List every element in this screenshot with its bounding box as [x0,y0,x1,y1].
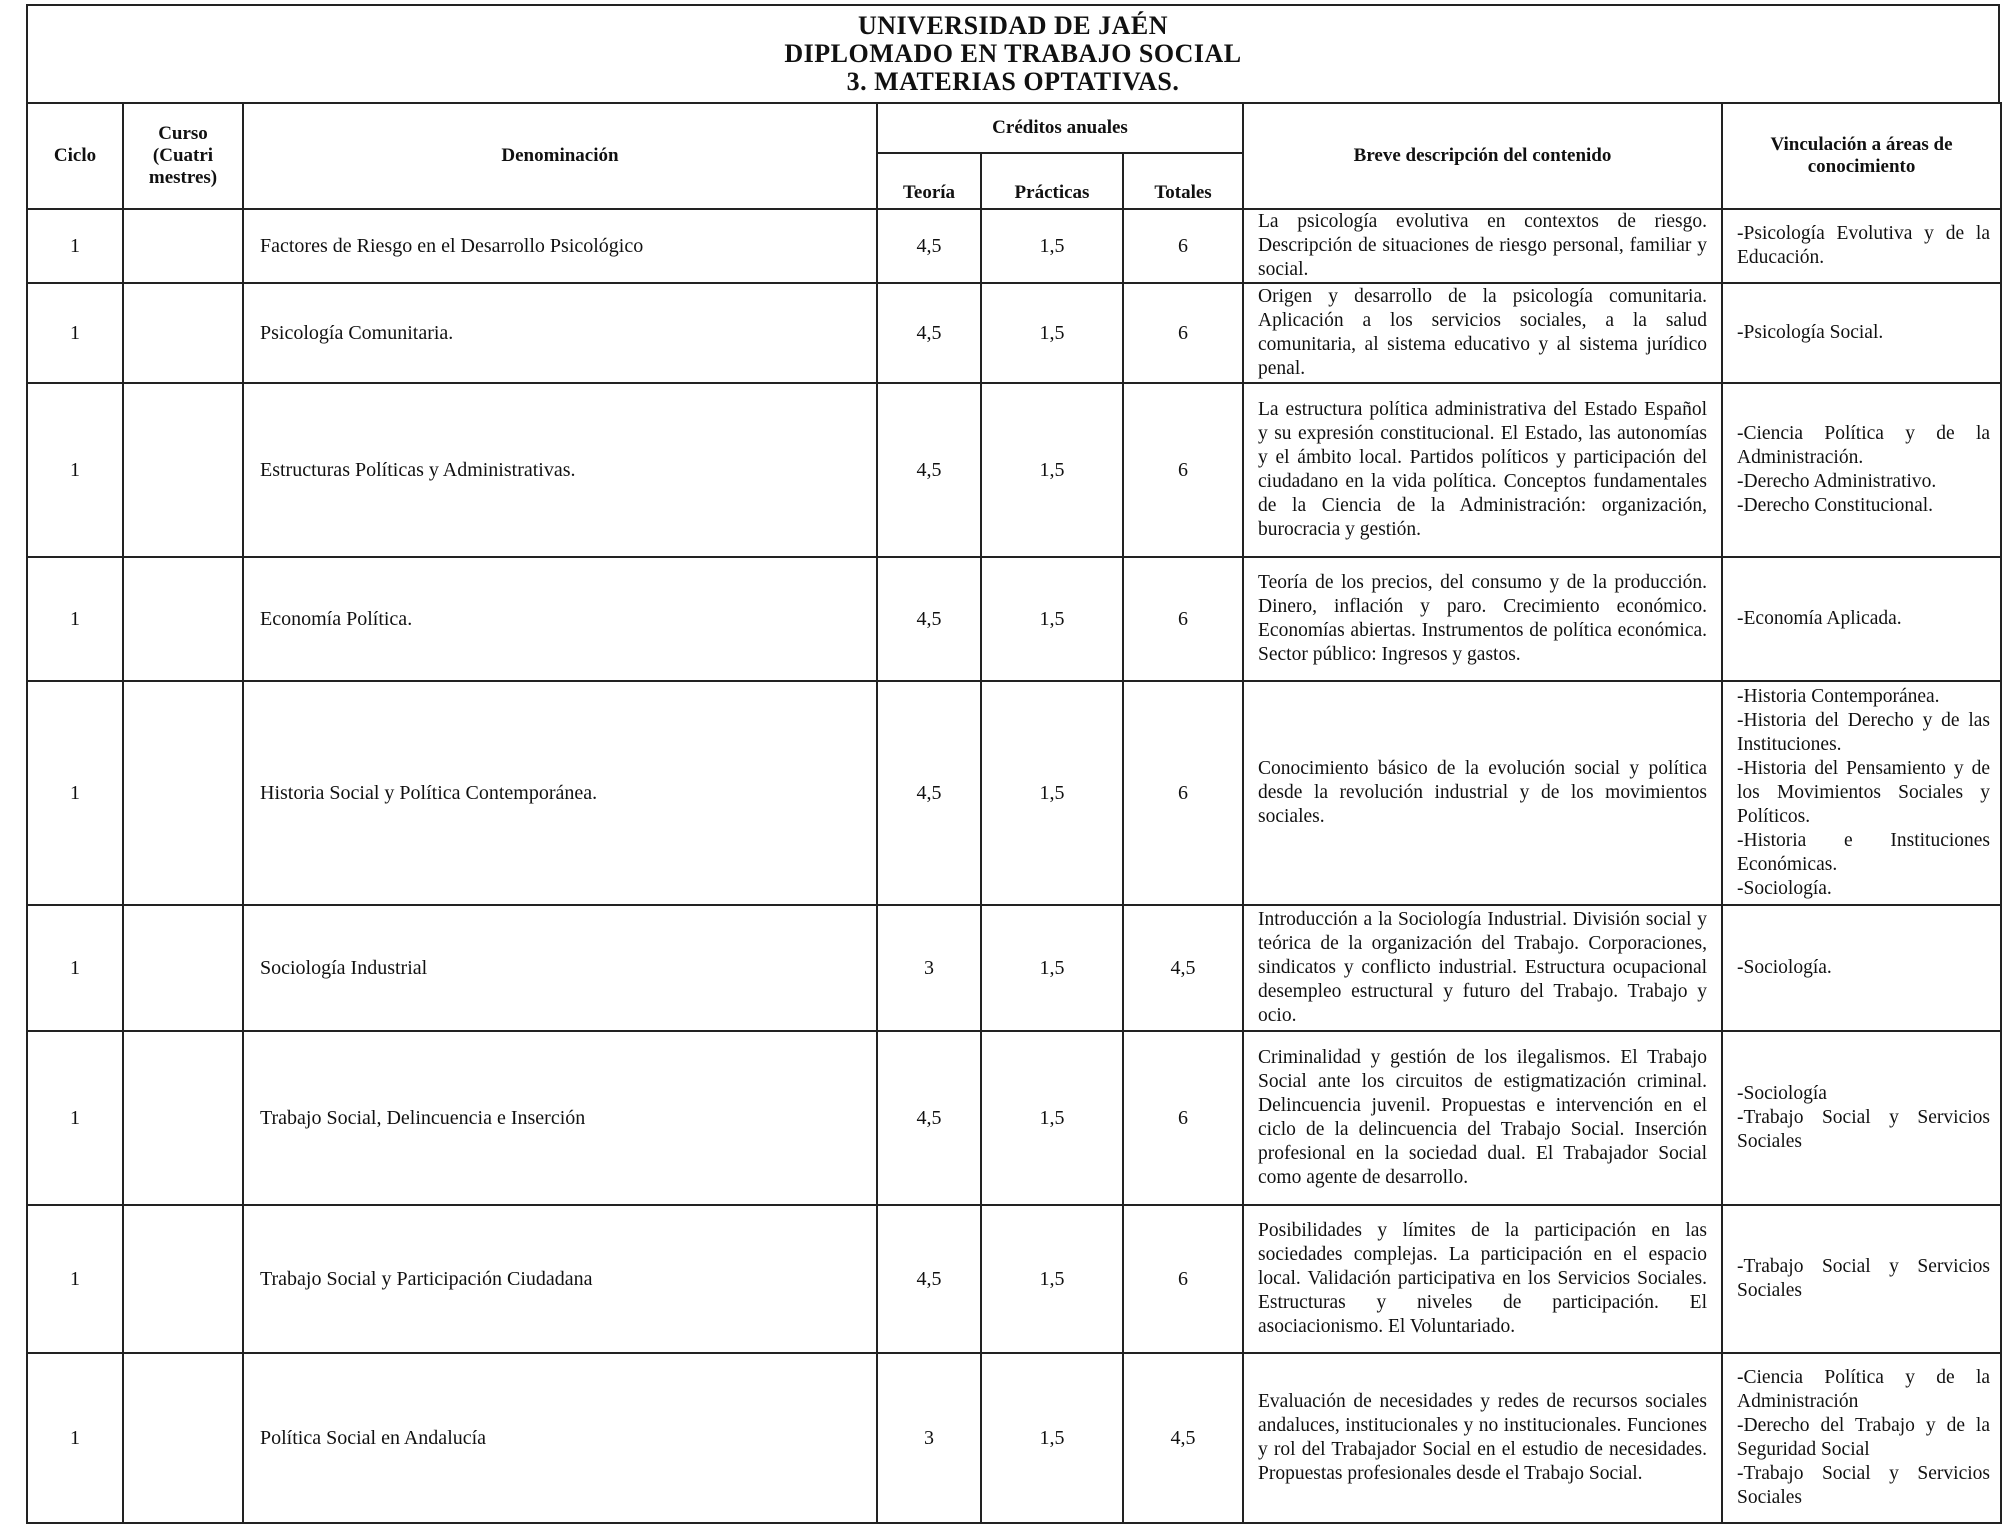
cell-curso [123,557,243,681]
area-item: -Sociología [1737,1083,1827,1104]
cell-totales: 4,5 [1123,905,1243,1031]
cell-denominacion: Política Social en Andalucía [243,1353,877,1523]
table-row [27,681,2001,905]
area-item: -Historia del Derecho y de las Instituciones. [1737,710,1991,755]
cell-descripcion: Origen y desarrollo de la psicología comunitaria. Aplicación a los servicios sociales, a la salud comunitaria, al sistema educativo y al sistema jurídico penal. [1243,283,1722,383]
cell-curso [123,283,243,383]
cell-practicas: 1,5 [981,905,1123,1031]
col-header-totales: Totales [1123,153,1243,209]
cell-curso [123,383,243,557]
col-header-ciclo: Ciclo [27,103,123,209]
cell-descripcion: Criminalidad y gestión de los ilegalismos. El Trabajo Social ante los circuitos de estigmatización criminal. Delincuencia juvenil. Propuestas e intervención en el ciclo de la delincuencia del Trabajo Social. Inserción profesional en la sociedad dual. El Trabajador Social como agente de desarrollo. [1243,1031,1722,1205]
area-item: -Ciencia Política y de la Administración [1737,1367,1991,1412]
table-row [27,1353,2001,1523]
col-header-practicas: Prácticas [981,153,1123,209]
cell-denominacion: Sociología Industrial [243,905,877,1031]
cell-ciclo: 1 [27,905,123,1031]
cell-teoria: 3 [877,1353,981,1523]
cell-ciclo: 1 [27,283,123,383]
optional-subjects-table [26,102,2002,1524]
table-row [27,1031,2001,1205]
cell-areas [1722,905,2001,1031]
cell-totales: 6 [1123,681,1243,905]
table-row [27,209,2001,283]
area-item: -Ciencia Política y de la Administración. [1737,423,1991,468]
cell-ciclo: 1 [27,681,123,905]
cell-totales: 6 [1123,557,1243,681]
cell-totales: 6 [1123,383,1243,557]
cell-totales: 6 [1123,283,1243,383]
col-header-teoria: Teoría [877,153,981,209]
cell-curso [123,209,243,283]
cell-totales: 6 [1123,1031,1243,1205]
area-item: -Historia Contemporánea. [1737,686,1940,707]
cell-totales: 6 [1123,1205,1243,1353]
cell-descripcion: Conocimiento básico de la evolución social y política desde la revolución industrial y de los movimientos sociales. [1243,681,1722,905]
cell-denominacion: Trabajo Social y Participación Ciudadana [243,1205,877,1353]
area-item: -Sociología. [1737,957,1832,978]
col-header-curso: Curso (Cuatri mestres) [123,103,243,209]
area-item: -Sociología. [1737,878,1832,899]
cell-practicas: 1,5 [981,209,1123,283]
cell-teoria: 4,5 [877,209,981,283]
area-item: -Derecho Administrativo. [1737,471,1937,492]
cell-totales: 4,5 [1123,1353,1243,1523]
cell-practicas: 1,5 [981,557,1123,681]
cell-curso [123,1205,243,1353]
university-title: UNIVERSIDAD DE JAÉN [858,11,1168,40]
col-header-creditos: Créditos anuales [877,103,1243,153]
cell-ciclo: 1 [27,1031,123,1205]
cell-areas [1722,209,2001,283]
cell-denominacion: Economía Política. [243,557,877,681]
cell-denominacion: Factores de Riesgo en el Desarrollo Psicológico [243,209,877,283]
cell-practicas: 1,5 [981,1031,1123,1205]
document-header [26,4,2000,102]
cell-areas [1722,383,2001,557]
cell-ciclo: 1 [27,1353,123,1523]
cell-ciclo: 1 [27,1205,123,1353]
cell-practicas: 1,5 [981,681,1123,905]
cell-teoria: 4,5 [877,681,981,905]
area-item: -Derecho Constitucional. [1737,495,1934,516]
cell-practicas: 1,5 [981,383,1123,557]
cell-totales: 6 [1123,209,1243,283]
cell-areas [1722,283,2001,383]
cell-teoria: 4,5 [877,557,981,681]
area-item: -Psicología Social. [1737,322,1884,343]
cell-practicas: 1,5 [981,283,1123,383]
cell-curso [123,905,243,1031]
area-item: -Psicología Evolutiva y de la Educación. [1737,223,1991,268]
col-header-descripcion: Breve descripción del contenido [1243,103,1722,209]
area-item: -Trabajo Social y Servicios Sociales [1737,1256,1991,1301]
cell-teoria: 4,5 [877,1205,981,1353]
cell-descripcion: La estructura política administrativa del Estado Español y su expresión constitucional. El Estado, las autonomías y el ámbito local. Partidos políticos y participación del ciudadano en la vida política. Conceptos fundamentales de la Ciencia de la Administración: organización, burocracia y gestión. [1243,383,1722,557]
cell-teoria: 4,5 [877,1031,981,1205]
cell-descripcion: La psicología evolutiva en contextos de riesgo. Descripción de situaciones de riesgo personal, familiar y social. [1243,209,1722,283]
cell-teoria: 4,5 [877,283,981,383]
col-header-vinculacion: Vinculación a áreas de conocimiento [1722,103,2001,209]
cell-practicas: 1,5 [981,1353,1123,1523]
area-item: -Trabajo Social y Servicios Sociales [1737,1107,1991,1152]
cell-denominacion: Estructuras Políticas y Administrativas. [243,383,877,557]
cell-practicas: 1,5 [981,1205,1123,1353]
cell-areas [1722,1205,2001,1353]
section-title: 3. MATERIAS OPTATIVAS. [846,67,1180,96]
cell-teoria: 4,5 [877,383,981,557]
area-item: -Economía Aplicada. [1737,608,1902,629]
cell-areas [1722,681,2001,905]
study-plan-sheet [26,4,2000,1524]
cell-descripcion: Teoría de los precios, del consumo y de la producción. Dinero, inflación y paro. Crecimiento económico. Economías abiertas. Instrumentos de política económica. Sector público: Ingresos y gastos. [1243,557,1722,681]
cell-curso [123,1353,243,1523]
col-header-denominacion: Denominación [243,103,877,209]
cell-denominacion: Trabajo Social, Delincuencia e Inserción [243,1031,877,1205]
area-item: -Derecho del Trabajo y de la Seguridad Social [1737,1415,1991,1460]
cell-descripcion: Introducción a la Sociología Industrial. División social y teórica de la organización del Trabajo. Corporaciones, sindicatos y conflicto industrial. Estructura ocupacional desempleo estructural y futuro del Trabajo. Trabajo y ocio. [1243,905,1722,1031]
cell-areas [1722,1031,2001,1205]
table-row [27,905,2001,1031]
cell-curso [123,681,243,905]
area-item: -Historia e Instituciones Económicas. [1737,830,1991,875]
degree-title: DIPLOMADO EN TRABAJO SOCIAL [784,39,1242,68]
cell-ciclo: 1 [27,209,123,283]
cell-denominacion: Historia Social y Política Contemporánea. [243,681,877,905]
cell-ciclo: 1 [27,383,123,557]
table-row [27,1205,2001,1353]
cell-descripcion: Posibilidades y límites de la participación en las sociedades complejas. La participación en el espacio local. Validación participativa en los Servicios Sociales. Estructuras y niveles de participación. El asociacionismo. El Voluntariado. [1243,1205,1722,1353]
area-item: -Trabajo Social y Servicios Sociales [1737,1463,1991,1508]
table-row [27,557,2001,681]
cell-areas [1722,557,2001,681]
cell-descripcion: Evaluación de necesidades y redes de recursos sociales andaluces, institucionales y no institucionales. Funciones y rol del Trabajador Social en el estudio de necesidades. Propuestas profesionales desde el Trabajo Social. [1243,1353,1722,1523]
cell-denominacion: Psicología Comunitaria. [243,283,877,383]
cell-ciclo: 1 [27,557,123,681]
table-row [27,283,2001,383]
area-item: -Historia del Pensamiento y de los Movimientos Sociales y Políticos. [1737,758,1991,827]
table-row [27,383,2001,557]
cell-areas [1722,1353,2001,1523]
cell-teoria: 3 [877,905,981,1031]
cell-curso [123,1031,243,1205]
